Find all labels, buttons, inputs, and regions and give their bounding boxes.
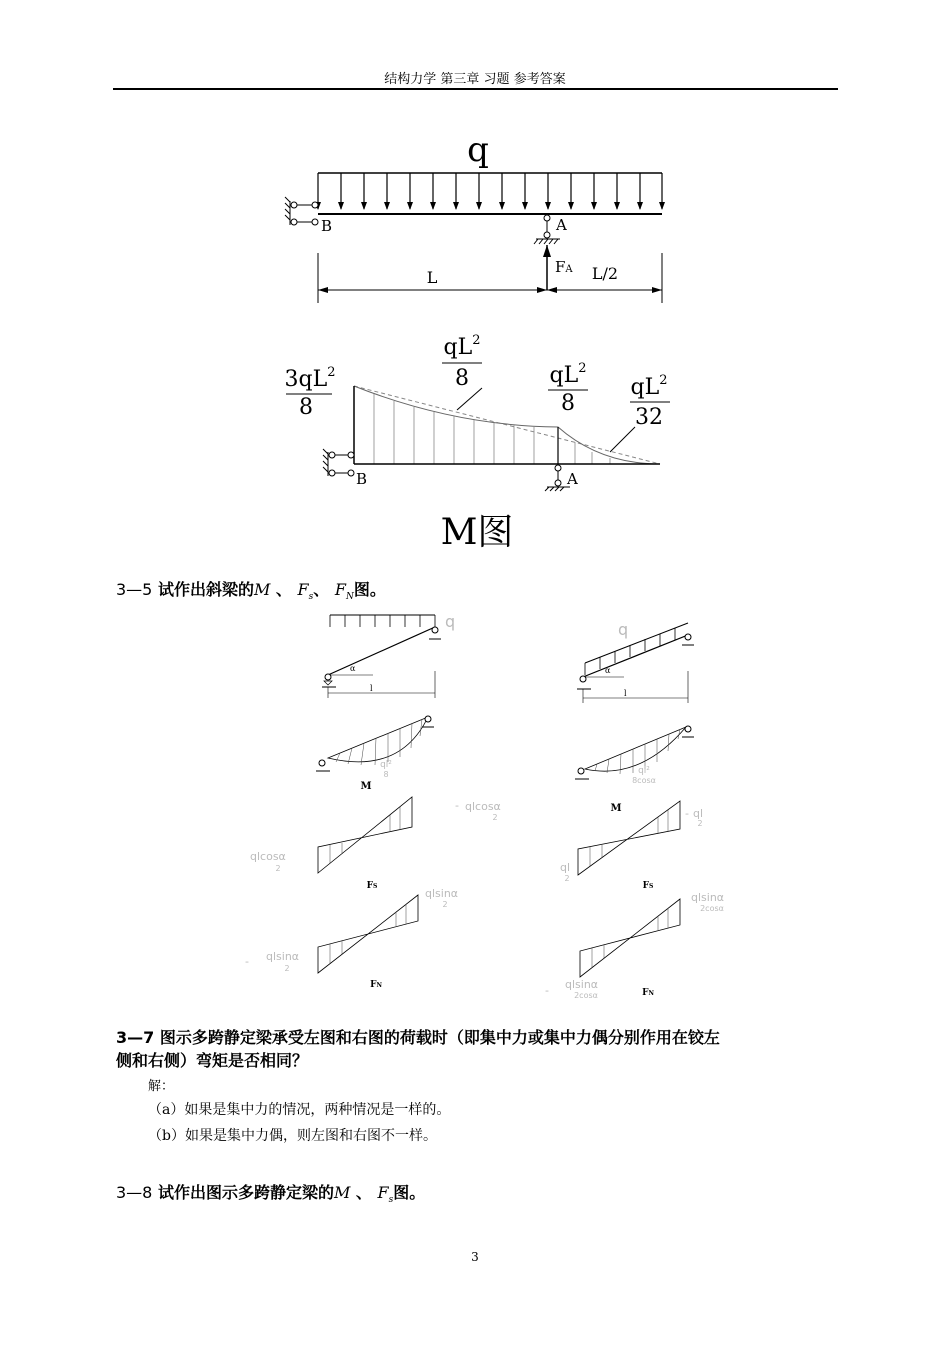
svg-text:-: - xyxy=(685,807,689,820)
label-mid-leader xyxy=(457,388,482,410)
header-rule xyxy=(113,88,838,90)
svg-text:-: - xyxy=(545,984,549,997)
svg-text:2: 2 xyxy=(564,874,570,883)
answer-a: （a）如果是集中力的情况，两种情况是一样的。 xyxy=(148,1102,451,1118)
dim-left-label: L xyxy=(426,268,438,287)
svg-text:8cosα: 8cosα xyxy=(632,776,656,785)
right-load-diagram xyxy=(577,620,694,703)
support-a-label: A xyxy=(556,216,567,234)
svg-text:q: q xyxy=(445,612,456,631)
svg-text:qlsinα: qlsinα xyxy=(691,891,725,904)
problem-3-7-line2: 侧和右侧）弯矩是否相同？ xyxy=(116,1051,309,1070)
support-b2-label: B xyxy=(356,470,368,488)
svg-text:ql²: ql² xyxy=(638,766,650,776)
svg-text:2: 2 xyxy=(442,900,448,909)
left-m-diagram xyxy=(316,716,434,792)
svg-text:FN: FN xyxy=(370,980,382,990)
support-b-icon xyxy=(285,197,318,225)
svg-text:2: 2 xyxy=(697,819,703,828)
svg-text:l: l xyxy=(370,684,373,693)
load-arrowheads xyxy=(315,202,665,210)
left-fs-diagram xyxy=(250,797,501,891)
label-support-num: $qL^2$ xyxy=(549,361,587,388)
svg-text:ql: ql xyxy=(560,861,571,874)
inclined-beam-figure xyxy=(240,605,760,1005)
svg-text:2: 2 xyxy=(284,964,290,973)
svg-text:qlcosα: qlcosα xyxy=(465,800,501,813)
svg-text:qlcosα: qlcosα xyxy=(250,850,286,863)
load-q-label: q xyxy=(467,130,489,170)
moment-diagram-title: M图 xyxy=(440,512,514,553)
svg-text:qlsinα: qlsinα xyxy=(565,978,599,991)
right-fs-diagram xyxy=(560,801,703,891)
svg-text:FS: FS xyxy=(642,881,654,891)
svg-text:2cosα: 2cosα xyxy=(574,991,598,1000)
svg-text:FN: FN xyxy=(642,988,654,998)
answer-b: （b）如果是集中力偶，则左图和右图不一样。 xyxy=(148,1128,437,1144)
svg-text:α: α xyxy=(350,664,356,673)
page-number: 3 xyxy=(471,1250,479,1264)
problem-3-7-line1: 3—7 图示多跨静定梁承受左图和右图的荷载时（即集中力或集中力偶分别作用在铰左 xyxy=(116,1028,720,1047)
label-left-num: $3qL^2$ xyxy=(284,365,336,392)
svg-text:FS: FS xyxy=(366,881,378,891)
left-fn-diagram xyxy=(245,887,458,990)
beam-load-figure xyxy=(270,125,690,310)
svg-text:2: 2 xyxy=(492,813,498,822)
svg-text:qlsinα: qlsinα xyxy=(425,887,459,900)
svg-text:M: M xyxy=(610,803,622,814)
label-right-leader xyxy=(610,427,635,452)
page-header: 结构力学 第三章 习题 参考答案 xyxy=(384,72,566,87)
svg-text:2cosα: 2cosα xyxy=(700,904,724,913)
problem-3-5: 3—5 试作出斜梁的M 、 $F_s$、 $F_N$图。 xyxy=(116,580,386,603)
svg-text:-: - xyxy=(245,955,249,968)
label-right-den: 32 xyxy=(635,405,663,430)
solution-label: 解： xyxy=(148,1079,175,1094)
svg-text:ql²: ql² xyxy=(380,760,392,770)
label-mid-num: $qL^2$ xyxy=(443,333,481,360)
svg-text:qlsinα: qlsinα xyxy=(266,950,300,963)
label-support-den: 8 xyxy=(561,391,575,416)
load-arrows xyxy=(318,173,662,209)
svg-text:l: l xyxy=(624,689,627,698)
label-left-den: 8 xyxy=(299,395,313,420)
label-right-num: $qL^2$ xyxy=(630,373,668,400)
problem-3-8: 3—8 试作出图示多跨静定梁的M 、 $F_s$图。 xyxy=(116,1183,426,1206)
dim-right-label: L/2 xyxy=(591,264,619,283)
moment-diagram xyxy=(270,330,690,560)
support-a2-label: A xyxy=(567,470,578,488)
svg-text:q: q xyxy=(618,620,629,639)
reaction-label: FA xyxy=(555,258,573,276)
support-b2-icon xyxy=(323,449,354,476)
dashed-reference-line xyxy=(354,386,660,464)
right-m-diagram xyxy=(575,726,694,814)
svg-text:8: 8 xyxy=(383,770,389,779)
reaction-arrowhead xyxy=(543,245,551,257)
label-mid-den: 8 xyxy=(455,366,469,391)
right-fn-diagram xyxy=(545,891,724,1000)
svg-text:ql: ql xyxy=(693,807,704,820)
svg-text:-: - xyxy=(455,799,459,812)
svg-text:M: M xyxy=(360,781,372,792)
svg-text:2: 2 xyxy=(275,864,281,873)
svg-text:α: α xyxy=(605,666,611,675)
left-load-diagram xyxy=(322,612,455,698)
support-b-label: B xyxy=(321,217,333,235)
